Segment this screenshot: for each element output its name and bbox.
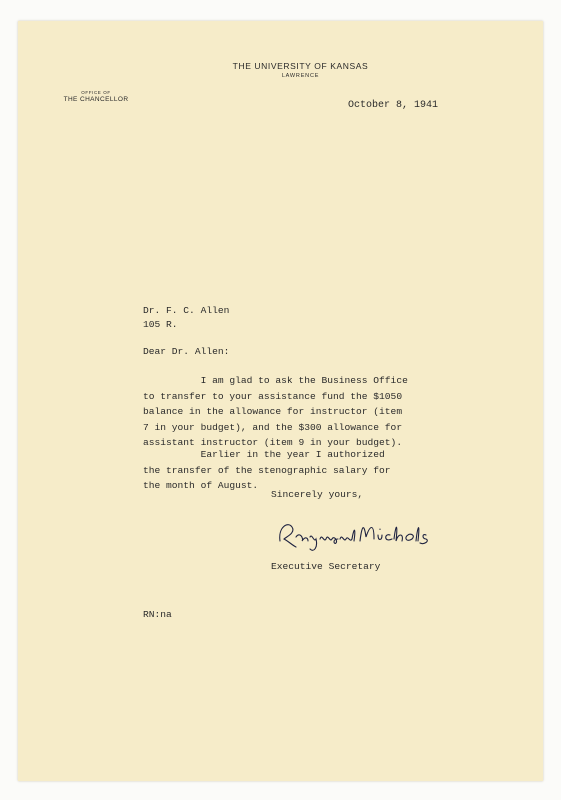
office-of-label: OFFICE OF	[81, 90, 111, 95]
salutation: Dear Dr. Allen:	[143, 346, 230, 357]
letter-date: October 8, 1941	[348, 100, 439, 111]
recipient-address: 105 R.	[143, 319, 178, 330]
institution-name: THE UNIVERSITY OF KANSAS	[232, 61, 369, 71]
office-block	[56, 90, 136, 103]
body-paragraph-1: I am glad to ask the Business Office to transfer to your assistance fund the $1050 balance in the allowance for instructor (item 7 in your budget), and the $300 allowance for assistant instructor (item 9 in your budget).	[143, 375, 408, 449]
signer-title: Executive Secretary	[271, 561, 381, 572]
office-name: THE CHANCELLOR	[63, 96, 129, 103]
body-paragraph-2: Earlier in the year I authorized the transfer of the stenographic salary for the month of August.	[143, 449, 391, 492]
institution-city: LAWRENCE	[281, 73, 320, 79]
handwritten-signature	[274, 517, 434, 551]
letter-page	[18, 21, 543, 781]
reference-initials: RN:na	[143, 609, 172, 620]
recipient-name: Dr. F. C. Allen	[143, 305, 230, 316]
letterhead	[18, 61, 543, 79]
closing: Sincerely yours,	[271, 489, 364, 500]
